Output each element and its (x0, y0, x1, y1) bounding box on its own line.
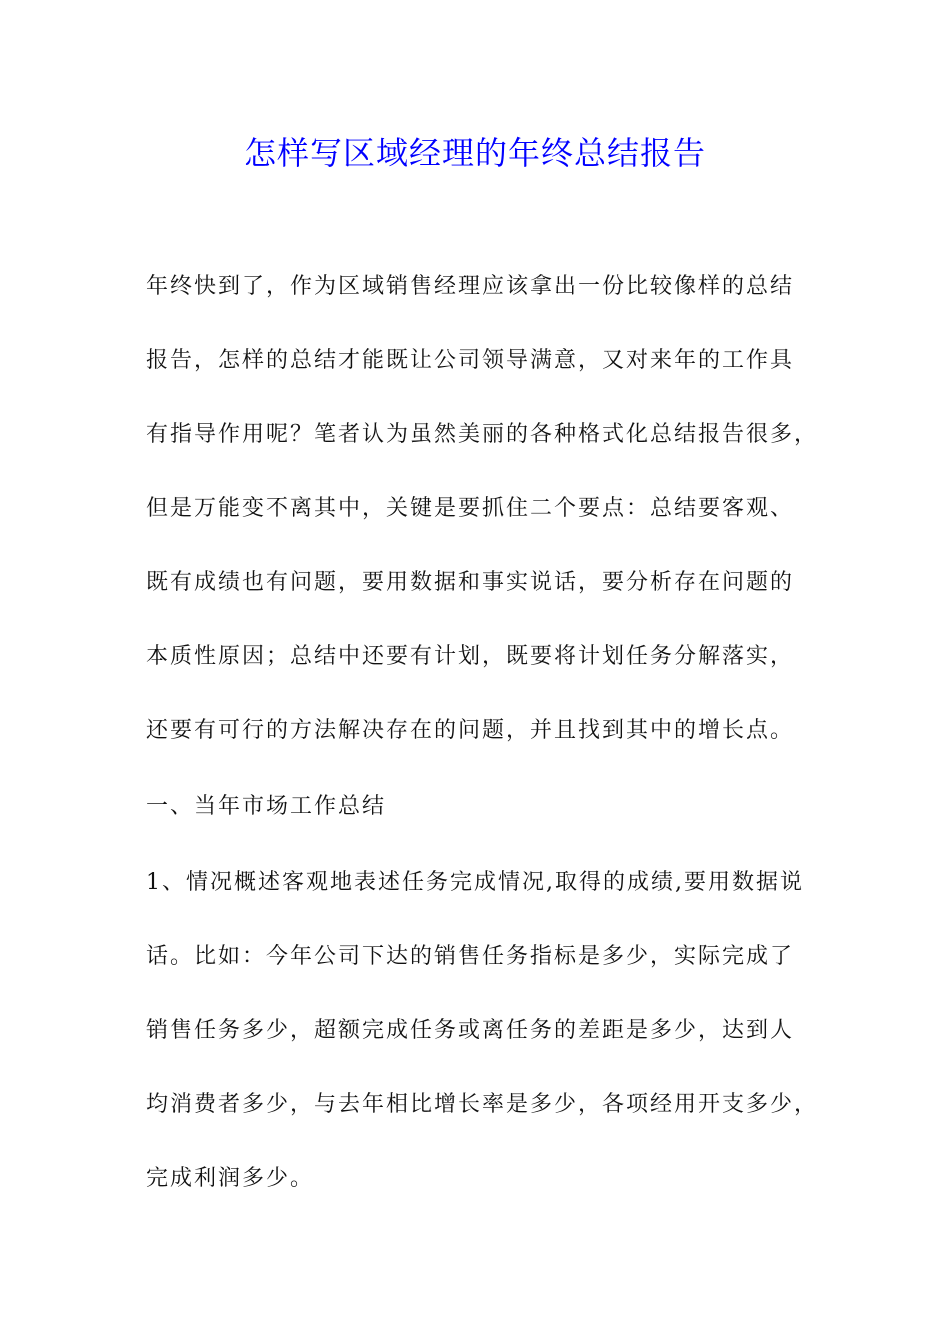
body-line: 但是万能变不离其中，关键是要抓住二个要点：总结要客观、 (146, 496, 795, 521)
body-line: 还要有可行的方法解决存在的问题，并且找到其中的增长点。 (146, 718, 795, 743)
body-line: 本质性原因；总结中还要有计划，既要将计划任务分解落实， (146, 644, 795, 669)
document-title: 怎样写区域经理的年终总结报告 (243, 134, 706, 172)
body-line: 1、情况概述客观地表述任务完成情况,取得的成绩,要用数据说 (146, 870, 804, 895)
body-line: 年终快到了，作为区域销售经理应该拿出一份比较像样的总结 (146, 274, 795, 299)
body-line: 报告，怎样的总结才能既让公司领导满意，又对来年的工作具 (146, 348, 795, 373)
body-line: 话。比如：今年公司下达的销售任务指标是多少，实际完成了 (146, 944, 795, 969)
section-heading: 一、当年市场工作总结 (146, 794, 387, 819)
body-line: 完成利润多少。 (146, 1166, 315, 1191)
body-line: 销售任务多少，超额完成任务或离任务的差距是多少，达到人 (146, 1018, 795, 1043)
body-line: 均消费者多少，与去年相比增长率是多少，各项经用开支多少， (146, 1092, 819, 1117)
body-line: 既有成绩也有问题，要用数据和事实说话，要分析存在问题的 (146, 570, 795, 595)
body-line: 有指导作用呢？笔者认为虽然美丽的各种格式化总结报告很多， (146, 422, 819, 447)
